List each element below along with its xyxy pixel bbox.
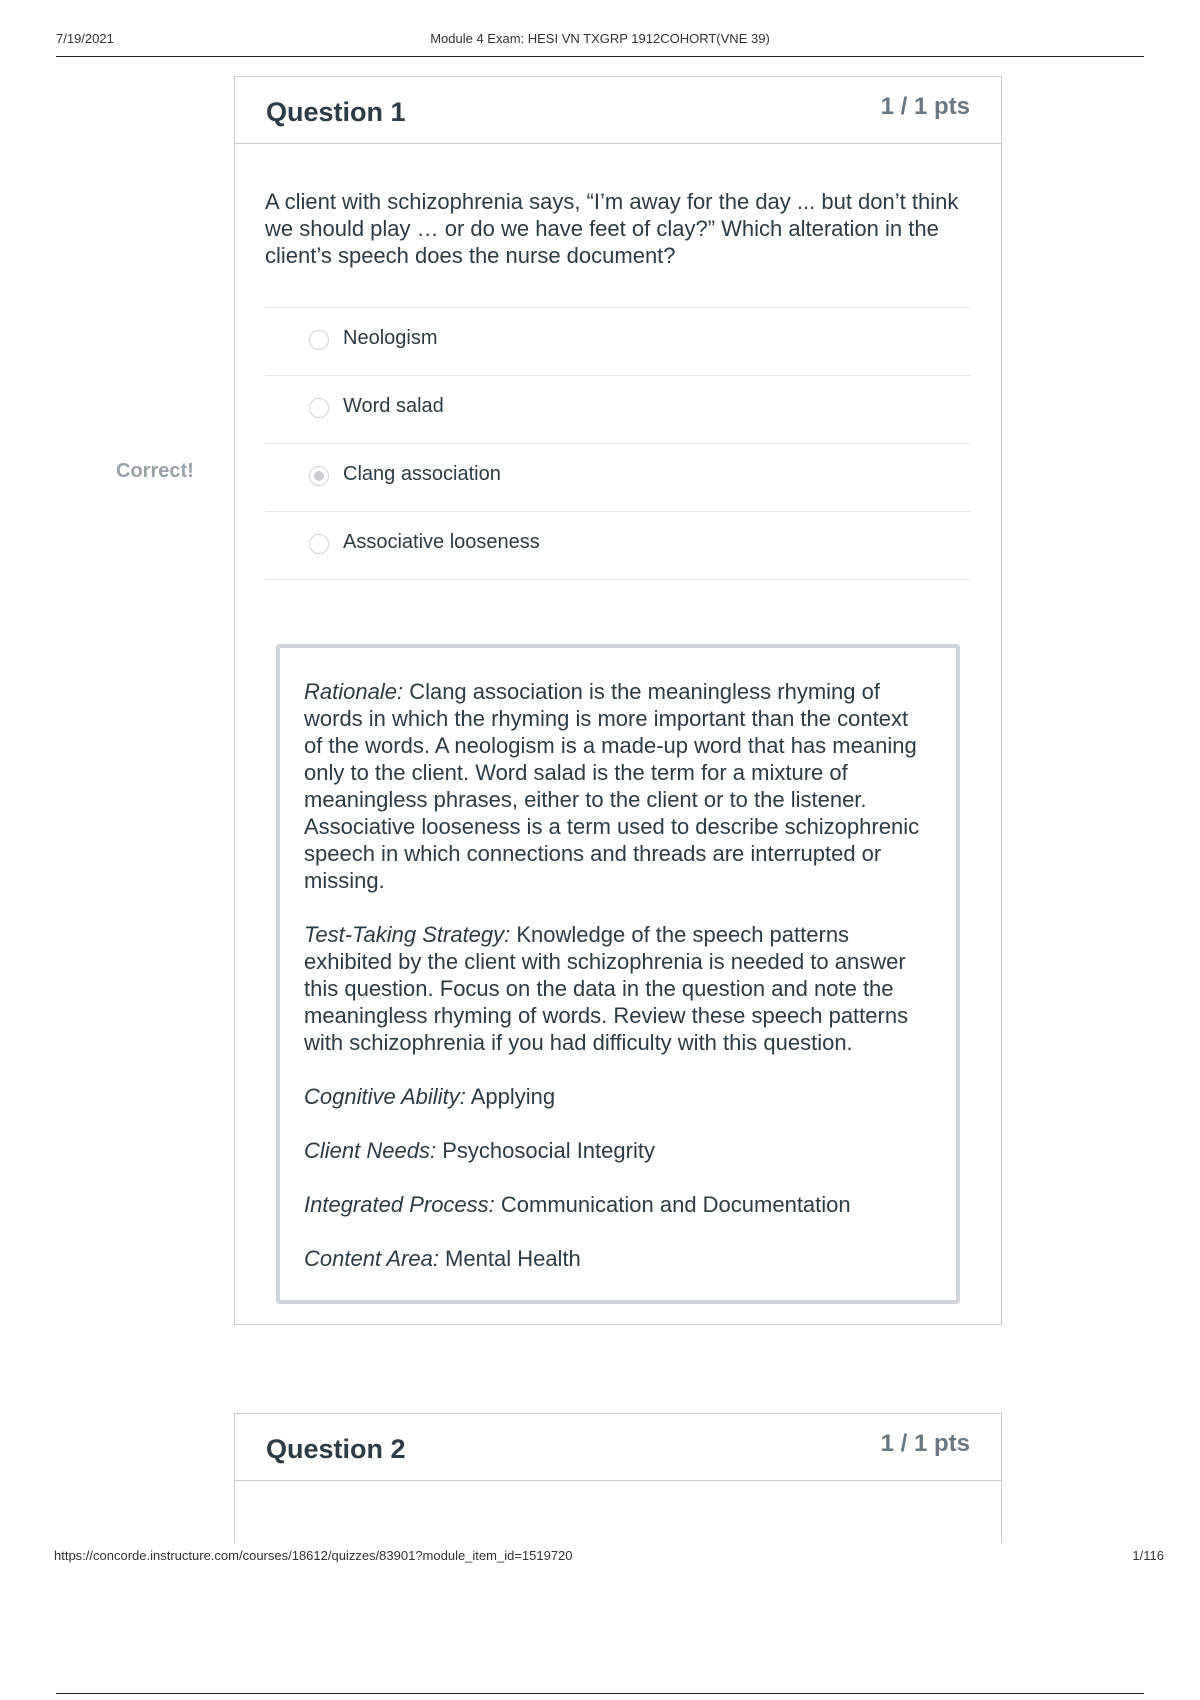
question-1-text: A client with schizophrenia says, “I’m away for the day ... but don’t think we should play … or do we have feet of clay?” Which alteration in the client’s speech does the nurse document? [265, 188, 971, 308]
question-2-card [234, 1413, 1002, 1543]
strategy-paragraph [304, 921, 932, 1056]
question-1-body [235, 188, 1001, 1324]
radio-button[interactable] [309, 534, 329, 554]
question-1-points: 1 / 1 pts [880, 93, 970, 120]
integrated-process-label: Integrated Process: [304, 1192, 495, 1217]
rationale-label: Rationale: [304, 679, 404, 704]
cognitive-ability-label: Cognitive Ability: [304, 1084, 466, 1109]
rationale-text: Clang association is the meaningless rhyming of words in which the rhyming is more important than the context of the words. A neologism is a made-up word that has meaning only to the client. Word salad is the term for a mixture of meaningless phrases, either to the client or to the listener. Associative looseness is a term used to describe schizophrenic speech in which connections and threads are interrupted or missing. [304, 679, 920, 893]
answer-label: Neologism [343, 327, 438, 349]
answer-option-neologism[interactable] [265, 308, 971, 376]
print-page-number: 1/116 [1132, 1548, 1164, 1563]
radio-button-selected[interactable] [309, 466, 329, 486]
answer-label: Associative looseness [343, 531, 540, 553]
client-needs-text: Psychosocial Integrity [436, 1138, 655, 1163]
content-area-text: Mental Health [438, 1246, 581, 1271]
client-needs-paragraph [304, 1137, 932, 1164]
client-needs-label: Client Needs: [304, 1138, 437, 1163]
question-1-header [235, 77, 1001, 144]
answer-option-word-salad[interactable] [265, 376, 971, 444]
answer-option-clang-association[interactable] [265, 444, 971, 512]
radio-button[interactable] [309, 398, 329, 418]
correct-feedback-label: Correct! [116, 460, 194, 482]
question-2-points: 1 / 1 pts [880, 1430, 970, 1457]
print-url: https://concorde.instructure.com/courses/18612/quizzes/83901?module_item_id=1519720 [54, 1548, 573, 1563]
page-bottom-rule [56, 1693, 1144, 1694]
print-date: 7/19/2021 [56, 31, 114, 46]
content-area-label: Content Area: [304, 1246, 439, 1271]
rationale-paragraph [304, 678, 932, 894]
print-header [56, 30, 1144, 57]
question-2-title: Question 2 [266, 1434, 406, 1464]
print-title: Module 4 Exam: HESI VN TXGRP 1912COHORT(VNE 39) [430, 31, 770, 46]
content-area-paragraph [304, 1245, 932, 1272]
answer-label: Clang association [343, 463, 501, 485]
rationale-box [276, 644, 960, 1304]
question-1-title: Question 1 [266, 97, 406, 127]
answer-label: Word salad [343, 395, 444, 417]
integrated-process-paragraph [304, 1191, 932, 1218]
question-1-card [234, 76, 1002, 1325]
radio-button[interactable] [309, 330, 329, 350]
cognitive-ability-text: Applying [465, 1084, 556, 1109]
strategy-label: Test-Taking Strategy: [304, 922, 511, 947]
cognitive-ability-paragraph [304, 1083, 932, 1110]
strategy-text: Knowledge of the speech patterns exhibited by the client with schizophrenia is needed to answer this question. Focus on the data in the question and note the meaningless rhyming of words. Review these speech patterns with schizophrenia if you had difficulty with this question. [304, 922, 909, 1055]
answer-option-associative-looseness[interactable] [265, 512, 971, 580]
integrated-process-text: Communication and Documentation [494, 1192, 851, 1217]
question-2-header [235, 1414, 1001, 1481]
